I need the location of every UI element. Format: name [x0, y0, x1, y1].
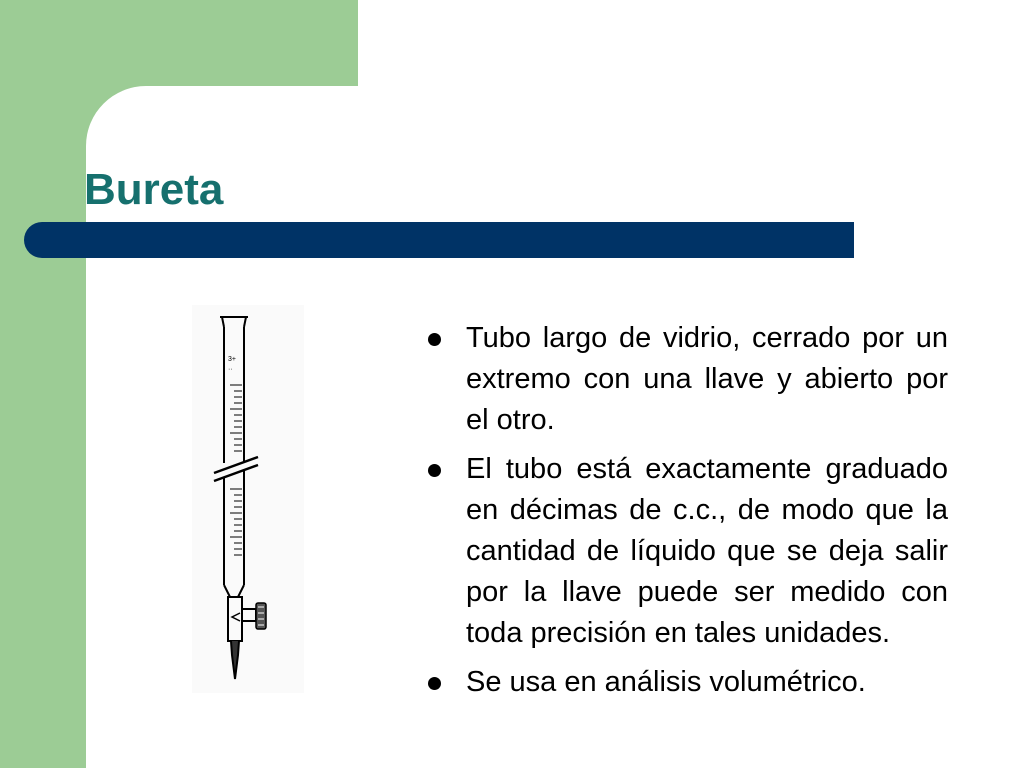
svg-text:··: ··: [228, 366, 233, 373]
list-item: [424, 449, 948, 654]
decorative-green-sidebar: [0, 0, 86, 768]
bullet-list: [424, 318, 948, 711]
list-item: [424, 318, 948, 441]
bullet-icon: [428, 677, 441, 690]
burette-icon: [192, 305, 304, 693]
svg-text:3+: 3+: [228, 356, 236, 363]
title-underline-bar: [24, 222, 854, 258]
bullet-text: Se usa en análisis volumétrico.: [466, 666, 866, 698]
list-item: [424, 662, 948, 703]
burette-illustration: [192, 305, 304, 693]
bullet-text: El tubo está exactamente graduado en décimas de c.c., de modo que la cantidad de líquido que se deja salir por la llave puede ser medido con toda precisión en tales unidades.: [466, 453, 948, 649]
bullet-icon: [428, 333, 441, 346]
bullet-icon: [428, 464, 441, 477]
slide-title: Bureta: [84, 165, 224, 214]
bullet-text: Tubo largo de vidrio, cerrado por un extremo con una llave y abierto por el otro.: [466, 322, 948, 436]
